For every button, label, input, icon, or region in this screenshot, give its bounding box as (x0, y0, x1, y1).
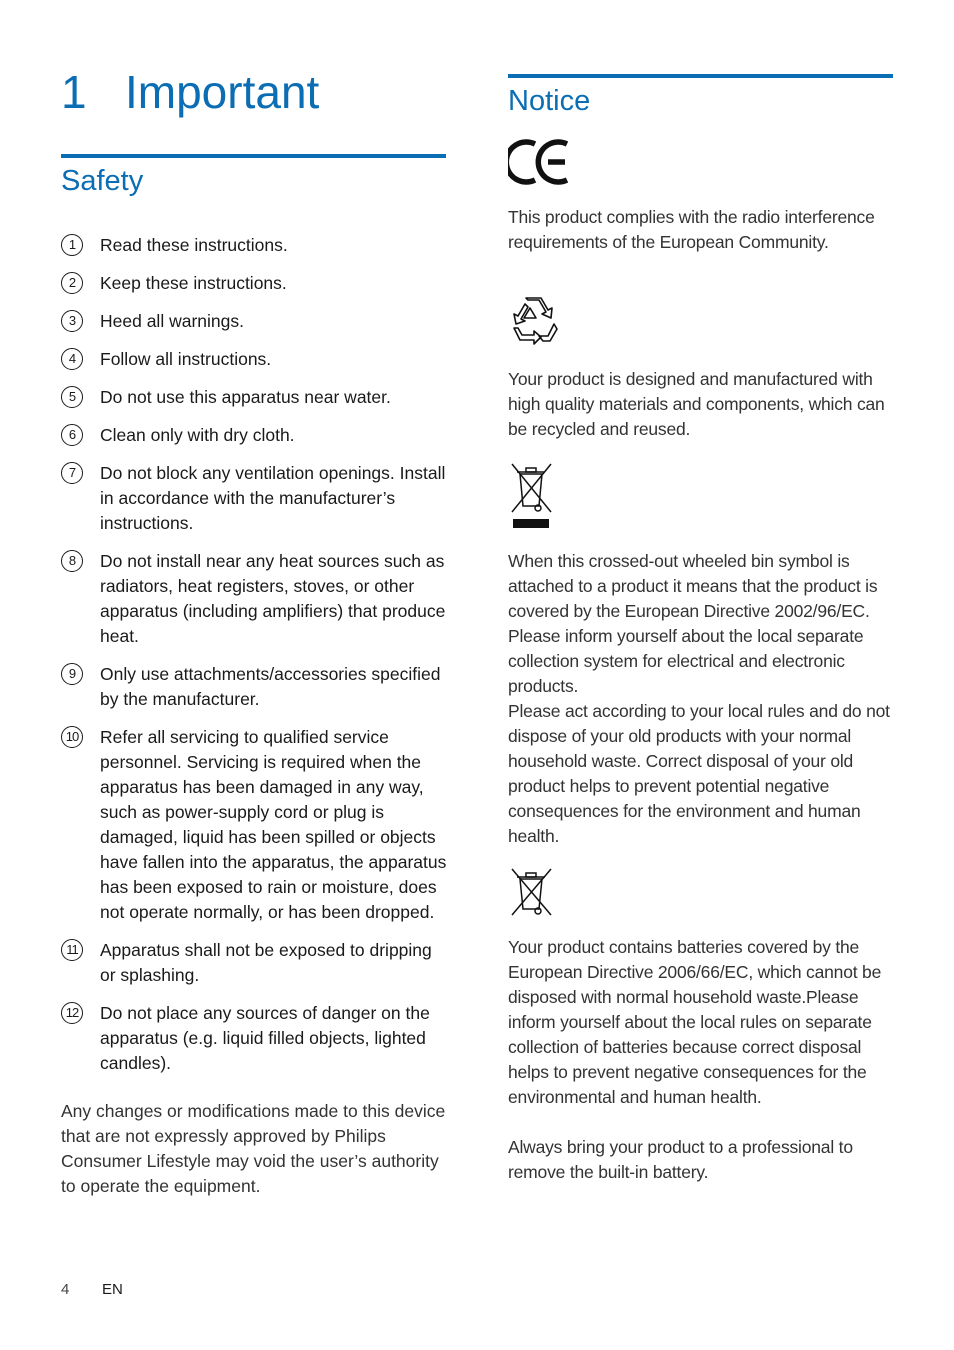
item-number: 11 (61, 939, 83, 961)
item-number: 2 (61, 272, 83, 294)
item-text: Apparatus shall not be exposed to dripping or splashing. (100, 940, 432, 985)
safety-item (61, 233, 451, 258)
safety-item (61, 309, 451, 334)
notice-divider (508, 74, 893, 78)
battery-text-2: Always bring your product to a professional to remove the built-in battery. (508, 1137, 853, 1182)
safety-item (61, 1001, 451, 1076)
item-text: Do not use this apparatus near water. (100, 387, 391, 407)
chapter-number: 1 (61, 66, 87, 118)
recycle-icon (508, 294, 560, 348)
safety-item (61, 271, 451, 296)
weee-text-2: Please act according to your local rules and do not dispose of your old products with your normal household waste. Correct disposal of your old product helps to prevent potential negative consequences for the environment and human health. (508, 701, 890, 846)
recycle-text: Your product is designed and manufactured with high quality materials and components, which can be recycled and reused. (508, 369, 885, 439)
item-number: 10 (61, 726, 83, 748)
safety-heading: Safety (61, 165, 144, 197)
page-number: 4 (61, 1281, 70, 1298)
item-text: Clean only with dry cloth. (100, 425, 295, 445)
item-text: Do not install near any heat sources such as radiators, heat registers, stoves, or other apparatus (including amplifiers) that produce heat. (100, 551, 446, 646)
notice-heading: Notice (508, 85, 591, 117)
item-text: Only use attachments/accessories specified by the manufacturer. (100, 664, 441, 709)
ce-mark-icon (508, 138, 572, 186)
item-number: 9 (61, 663, 83, 685)
item-text: Do not place any sources of danger on the apparatus (e.g. liquid filled objects, lighted candles). (100, 1003, 430, 1073)
battery-text-1: Your product contains batteries covered by the European Directive 2006/66/EC, which cannot be disposed with normal household waste.Please inform yourself about the local rules on separate collection of batteries because correct disposal helps to prevent negative consequences for the environmental and human health. (508, 937, 882, 1107)
item-text: Do not block any ventilation openings. Install in accordance with the manufacturer’s instructions. (100, 463, 446, 533)
safety-item (61, 461, 451, 536)
safety-item (61, 725, 451, 925)
item-text: Follow all instructions. (100, 349, 272, 369)
item-number: 5 (61, 386, 83, 408)
item-text: Keep these instructions. (100, 273, 287, 293)
safety-item (61, 423, 451, 448)
language-code: EN (102, 1281, 123, 1298)
safety-item (61, 938, 451, 988)
item-number: 12 (61, 1002, 83, 1024)
chapter-title-text: Important (125, 66, 320, 118)
safety-item (61, 662, 451, 712)
chapter-title (61, 62, 319, 122)
item-number: 8 (61, 550, 83, 572)
item-number: 3 (61, 310, 83, 332)
item-number: 7 (61, 462, 83, 484)
safety-item (61, 549, 451, 649)
safety-list (61, 233, 451, 1076)
item-text: Read these instructions. (100, 235, 288, 255)
item-text: Heed all warnings. (100, 311, 244, 331)
crossed-bin-icon (508, 462, 554, 530)
ce-compliance-text: This product complies with the radio interference requirements of the European Community. (508, 207, 875, 252)
safety-divider (61, 154, 446, 158)
item-number: 4 (61, 348, 83, 370)
item-number: 1 (61, 234, 83, 256)
safety-item (61, 385, 451, 410)
weee-text-1: When this crossed-out wheeled bin symbol is attached to a product it means that the product is covered by the European Directive 2002/96/EC. Please inform yourself about the local separate collection system for electrical and electronic products. (508, 551, 878, 696)
safety-closing-text: Any changes or modifications made to this device that are not expressly approved by Philips Consumer Lifestyle may void the user’s authority to operate the equipment. (61, 1101, 446, 1196)
safety-item (61, 347, 451, 372)
item-number: 6 (61, 424, 83, 446)
item-text: Refer all servicing to qualified service personnel. Servicing is required when the apparatus has been damaged in any way, such as power-supply cord or plug is damaged, liquid has been spilled or objects have fallen into the apparatus, the apparatus has been exposed to rain or moisture, does not operate normally, or has been dropped. (100, 727, 447, 922)
crossed-bin-battery-icon (508, 867, 554, 919)
